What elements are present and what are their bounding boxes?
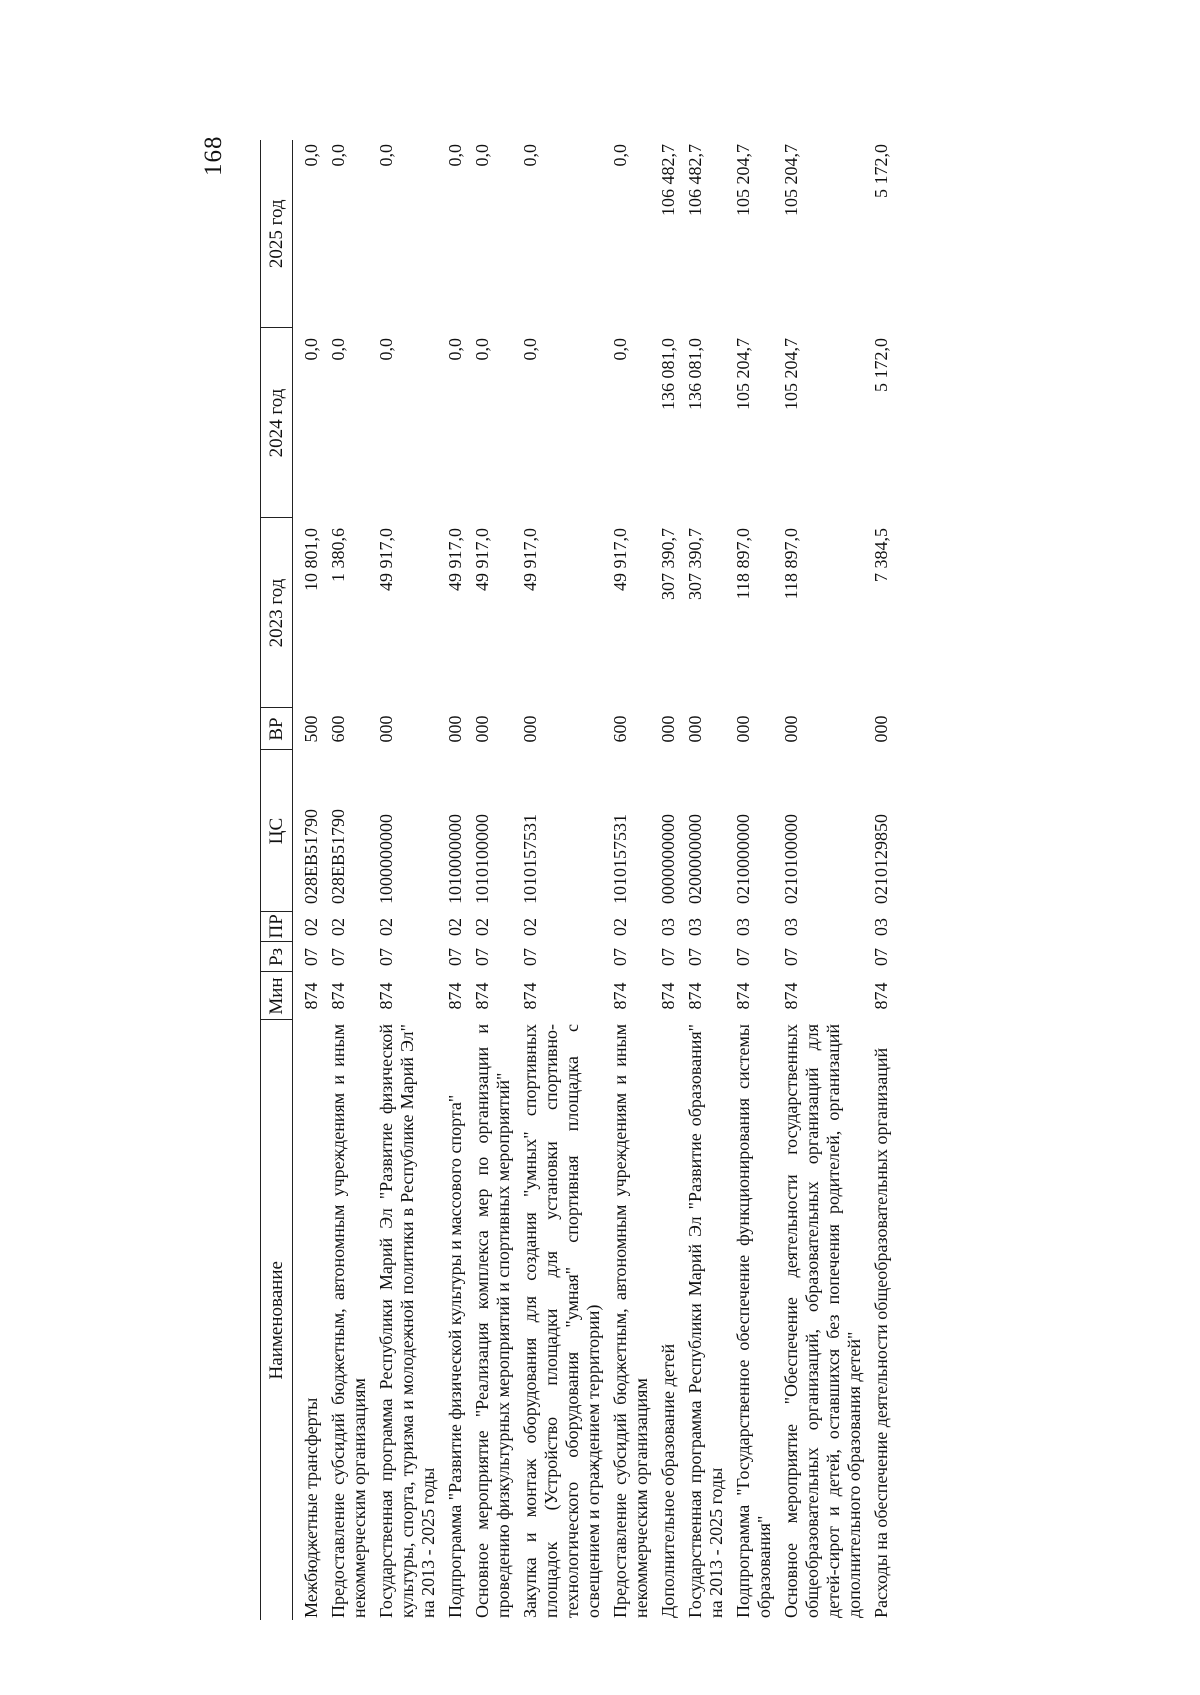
table-header-row bbox=[261, 140, 293, 1620]
cell-min: 874 bbox=[445, 982, 465, 1010]
header-vr: ВР bbox=[261, 708, 293, 750]
cell-min: 874 bbox=[658, 982, 678, 1010]
table-row bbox=[733, 140, 781, 1620]
cell-vr: 600 bbox=[610, 715, 630, 743]
cell-name: Государственная программа Республики Марий Эл "Развитие образования" на 2013 - 2025 годы bbox=[685, 1024, 726, 1618]
cell-min: 874 bbox=[685, 982, 705, 1010]
cell-rz: 07 bbox=[658, 948, 678, 966]
cell-2024: 0,0 bbox=[610, 338, 630, 361]
cell-cs: 0210129850 bbox=[871, 814, 891, 904]
cell-cs: 1000000000 bbox=[376, 814, 396, 904]
cell-2025: 0,0 bbox=[610, 144, 630, 167]
cell-2024: 136 081,0 bbox=[685, 338, 705, 410]
cell-vr: 000 bbox=[376, 715, 396, 743]
cell-2024: 5 172,0 bbox=[871, 338, 891, 392]
cell-name: Государственная программа Республики Марий Эл "Развитие физической культуры, спорта, туризма и молодежной политики в Республике Марий Эл" на 2013 - 2025 годы bbox=[376, 1024, 438, 1618]
cell-vr: 600 bbox=[328, 715, 348, 743]
cell-vr: 000 bbox=[658, 715, 678, 743]
cell-2023: 118 897,0 bbox=[733, 528, 753, 600]
cell-pr: 03 bbox=[658, 918, 678, 936]
cell-2023: 7 384,5 bbox=[871, 528, 891, 582]
cell-2023: 49 917,0 bbox=[445, 528, 465, 591]
cell-pr: 03 bbox=[733, 918, 753, 936]
cell-2025: 106 482,7 bbox=[685, 144, 705, 216]
cell-rz: 07 bbox=[301, 948, 321, 966]
cell-cs: 0210000000 bbox=[733, 814, 753, 904]
cell-2023: 49 917,0 bbox=[520, 528, 540, 591]
cell-2024: 0,0 bbox=[328, 338, 348, 361]
cell-2023: 307 390,7 bbox=[658, 528, 678, 600]
table-row bbox=[871, 140, 898, 1620]
cell-min: 874 bbox=[733, 982, 753, 1010]
cell-2024: 136 081,0 bbox=[658, 338, 678, 410]
cell-2024: 105 204,7 bbox=[733, 338, 753, 410]
cell-pr: 03 bbox=[871, 918, 891, 936]
cell-min: 874 bbox=[520, 982, 540, 1010]
header-2025: 2025 год bbox=[261, 140, 293, 328]
cell-pr: 02 bbox=[328, 918, 348, 936]
cell-pr: 02 bbox=[376, 918, 396, 936]
cell-name: Закупка и монтаж оборудования для создания "умных" спортивных площадок (Устройство площадки для установки спортивно-технологического оборудования "умная" спортивная площадка с освещением и ограждением территории) bbox=[520, 1024, 603, 1618]
cell-name: Основное мероприятие "Обеспечение деятельности государственных общеобразовательных организаций, образовательных организаций для детей-сирот и детей, оставшихся без попечения родителей, организаций дополнительного образования детей" bbox=[781, 1024, 864, 1618]
cell-2025: 0,0 bbox=[376, 144, 396, 167]
cell-name: Подпрограмма "Развитие физической культуры и массового спорта" bbox=[445, 1094, 465, 1618]
cell-min: 874 bbox=[328, 982, 348, 1010]
cell-vr: 000 bbox=[733, 715, 753, 743]
budget-table bbox=[260, 140, 898, 1620]
cell-vr: 000 bbox=[685, 715, 705, 743]
cell-2024: 105 204,7 bbox=[781, 338, 801, 410]
rotated-page bbox=[200, 135, 990, 1620]
cell-2025: 0,0 bbox=[445, 144, 465, 167]
cell-cs: 1010157531 bbox=[520, 814, 540, 904]
cell-2023: 10 801,0 bbox=[301, 528, 321, 591]
cell-2025: 0,0 bbox=[328, 144, 348, 167]
cell-rz: 07 bbox=[445, 948, 465, 966]
cell-2023: 49 917,0 bbox=[472, 528, 492, 591]
cell-pr: 02 bbox=[301, 918, 321, 936]
cell-vr: 500 bbox=[301, 715, 321, 743]
cell-2025: 5 172,0 bbox=[871, 144, 891, 198]
cell-name: Основное мероприятие "Реализация комплекса мер по организации и проведению физкультурных мероприятий и спортивных мероприятий" bbox=[472, 1024, 513, 1618]
cell-cs: 1010157531 bbox=[610, 814, 630, 904]
header-pr: ПР bbox=[261, 912, 293, 942]
cell-2025: 0,0 bbox=[301, 144, 321, 167]
cell-2024: 0,0 bbox=[520, 338, 540, 361]
cell-cs: 028EВ51790 bbox=[301, 808, 321, 904]
table-row bbox=[685, 140, 733, 1620]
table-row bbox=[293, 140, 329, 1620]
cell-vr: 000 bbox=[520, 715, 540, 743]
cell-name: Предоставление субсидий бюджетным, автономным учреждениям и иным некоммерческим организациям bbox=[328, 1024, 369, 1618]
cell-name: Предоставление субсидий бюджетным, автономным учреждениям и иным некоммерческим организациям bbox=[610, 1024, 651, 1618]
cell-name: Межбюджетные трансферты bbox=[301, 1397, 321, 1618]
table-row bbox=[658, 140, 685, 1620]
cell-min: 874 bbox=[472, 982, 492, 1010]
header-cs: ЦС bbox=[261, 750, 293, 912]
cell-min: 874 bbox=[781, 982, 801, 1010]
cell-pr: 02 bbox=[610, 918, 630, 936]
cell-2023: 118 897,0 bbox=[781, 528, 801, 600]
cell-2025: 105 204,7 bbox=[781, 144, 801, 216]
cell-pr: 03 bbox=[685, 918, 705, 936]
cell-2025: 0,0 bbox=[520, 144, 540, 167]
cell-name: Расходы на обеспечение деятельности общеобразовательных организаций bbox=[871, 1047, 891, 1618]
cell-pr: 02 bbox=[445, 918, 465, 936]
table-row bbox=[610, 140, 658, 1620]
cell-vr: 000 bbox=[871, 715, 891, 743]
cell-pr: 02 bbox=[520, 918, 540, 936]
cell-cs: 1010100000 bbox=[472, 814, 492, 904]
cell-cs: 028EВ51790 bbox=[328, 808, 348, 904]
cell-rz: 07 bbox=[781, 948, 801, 966]
cell-rz: 07 bbox=[685, 948, 705, 966]
cell-cs: 0200000000 bbox=[685, 814, 705, 904]
cell-2025: 105 204,7 bbox=[733, 144, 753, 216]
table-row bbox=[328, 140, 376, 1620]
cell-2025: 106 482,7 bbox=[658, 144, 678, 216]
cell-2025: 0,0 bbox=[472, 144, 492, 167]
table-row bbox=[520, 140, 610, 1620]
cell-name: Подпрограмма "Государственное обеспечение функционирования системы образования" bbox=[733, 1024, 774, 1618]
cell-rz: 07 bbox=[328, 948, 348, 966]
cell-pr: 02 bbox=[472, 918, 492, 936]
cell-rz: 07 bbox=[472, 948, 492, 966]
cell-min: 874 bbox=[301, 982, 321, 1010]
cell-2023: 1 380,6 bbox=[328, 528, 348, 582]
table-body bbox=[293, 140, 899, 1620]
header-min: Мин bbox=[261, 972, 293, 1020]
cell-cs: 1010000000 bbox=[445, 814, 465, 904]
cell-cs: 0000000000 bbox=[658, 814, 678, 904]
table-row bbox=[445, 140, 472, 1620]
header-2023: 2023 год bbox=[261, 518, 293, 708]
cell-pr: 03 bbox=[781, 918, 801, 936]
cell-rz: 07 bbox=[520, 948, 540, 966]
cell-2024: 0,0 bbox=[301, 338, 321, 361]
cell-rz: 07 bbox=[733, 948, 753, 966]
cell-2024: 0,0 bbox=[472, 338, 492, 361]
cell-min: 874 bbox=[376, 982, 396, 1010]
cell-2024: 0,0 bbox=[376, 338, 396, 361]
cell-min: 874 bbox=[610, 982, 630, 1010]
cell-rz: 07 bbox=[376, 948, 396, 966]
cell-cs: 0210100000 bbox=[781, 814, 801, 904]
table-row bbox=[781, 140, 871, 1620]
cell-min: 874 bbox=[871, 982, 891, 1010]
header-name: Наименование bbox=[261, 1020, 293, 1620]
cell-2023: 49 917,0 bbox=[376, 528, 396, 591]
cell-vr: 000 bbox=[781, 715, 801, 743]
header-2024: 2024 год bbox=[261, 328, 293, 518]
cell-vr: 000 bbox=[445, 715, 465, 743]
table-row bbox=[472, 140, 520, 1620]
page-number: 168 bbox=[200, 135, 227, 176]
cell-2023: 307 390,7 bbox=[685, 528, 705, 600]
cell-rz: 07 bbox=[610, 948, 630, 966]
cell-2023: 49 917,0 bbox=[610, 528, 630, 591]
cell-vr: 000 bbox=[472, 715, 492, 743]
cell-2024: 0,0 bbox=[445, 338, 465, 361]
table-row bbox=[376, 140, 445, 1620]
cell-name: Дополнительное образование детей bbox=[658, 1343, 678, 1618]
header-rz: Рз bbox=[261, 942, 293, 972]
cell-rz: 07 bbox=[871, 948, 891, 966]
